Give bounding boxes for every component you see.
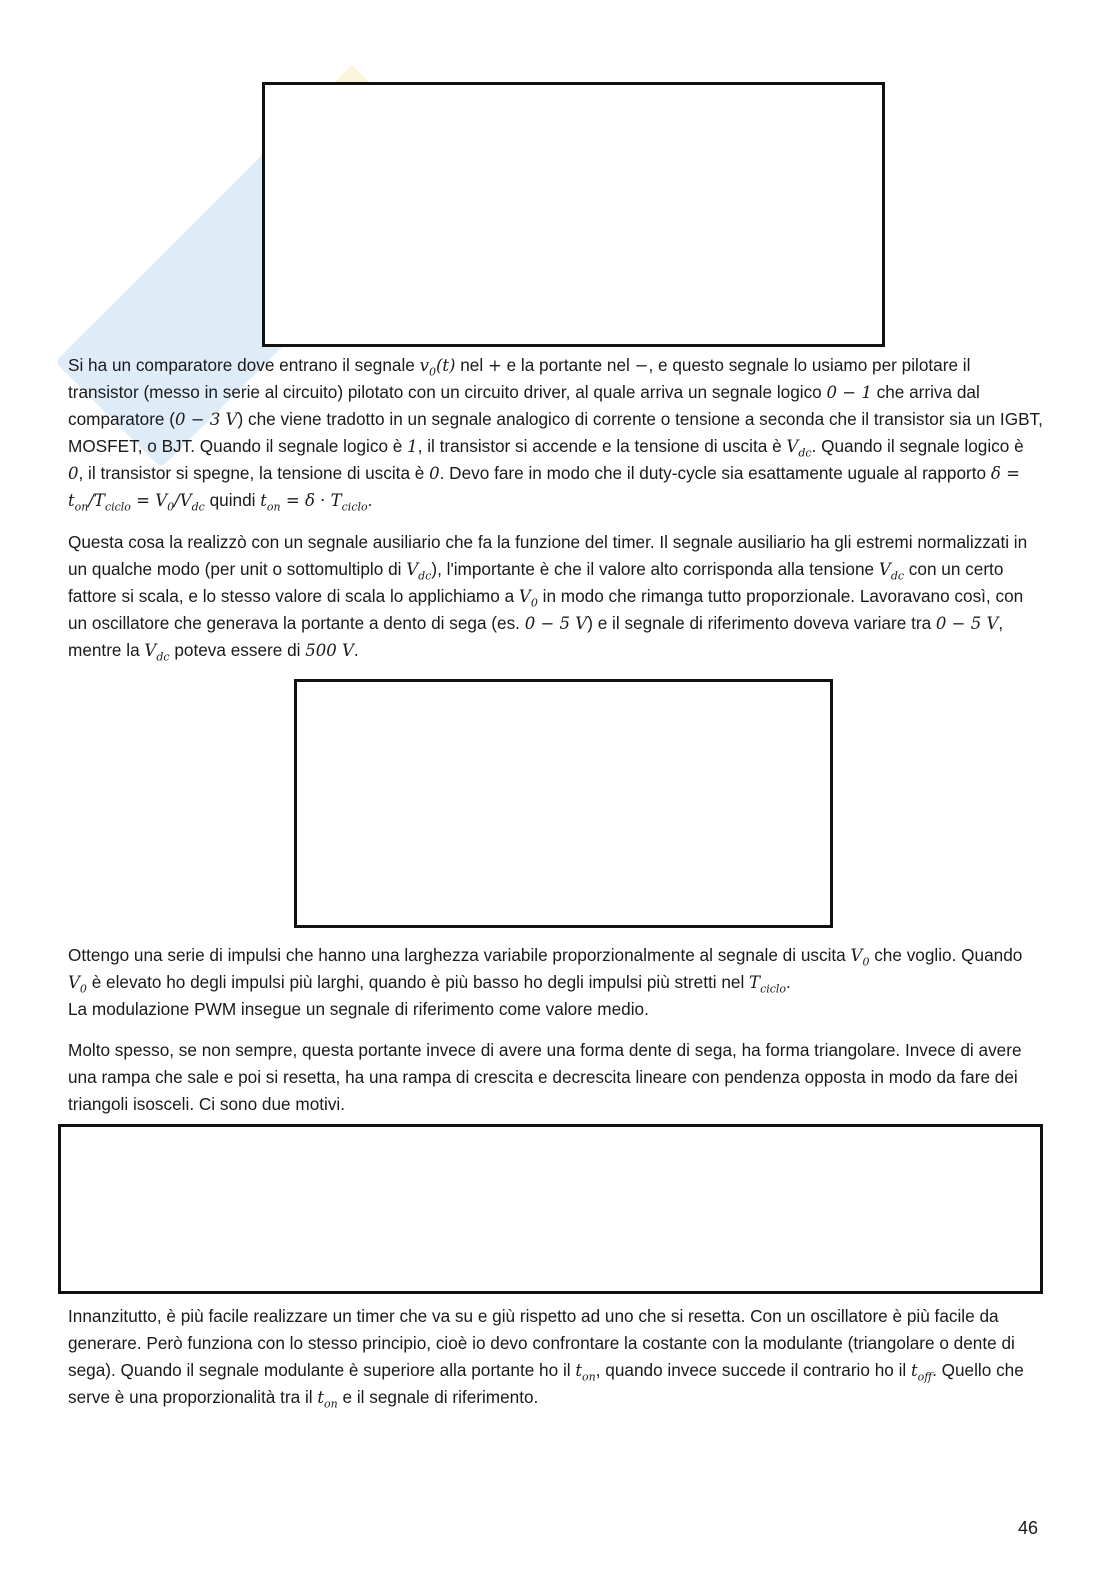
text: Innanzitutto, è più facile realizzare un timer che va su e giù rispetto ad uno che si resetta. Con un oscillatore è più facile da generare. Però funziona con lo stesso principio, cioè io devo confrontare la costante con la modulante (triangolare o dente di sega). Quando il segnale modulante è superiore alla portante ho il — [68, 1306, 1015, 1380]
math-range-0-5v: 0 − 5 V — [935, 614, 999, 633]
math-range-0-1: 0 − 1 — [826, 383, 872, 402]
text: e la portante nel — [501, 355, 635, 375]
math-v0t: $v_0(t)$ — [419, 356, 456, 379]
math-tciclo: $T_{ciclo}$ — [749, 973, 787, 996]
text: è elevato ho degli impulsi più larghi, quando è più basso ho degli impulsi più stretti nel — [86, 972, 750, 992]
math-one: 1 — [407, 437, 418, 456]
text: Si ha un comparatore dove entrano il segnale — [68, 355, 420, 375]
text: che arriva dal comparatore ( — [68, 382, 980, 429]
math-duty-cycle-formula: $\delta = t_{on}/T_{ciclo} = V_0/V_{dc}$ — [68, 464, 1020, 514]
text: con un certo fattore si scala, e lo stesso valore di scala lo applichiamo a — [68, 559, 1004, 606]
paragraph-comparator — [68, 352, 1043, 514]
text: . — [786, 972, 791, 992]
text: . Devo fare in modo che il duty-cycle sia esattamente uguale al rapporto — [439, 463, 991, 483]
text: Ottengo una serie di impulsi che hanno una larghezza variabile proporzionalmente al segnale di uscita — [68, 945, 851, 965]
text: La modulazione PWM insegue un segnale di riferimento come valore medio. — [68, 999, 649, 1019]
text: , quando invece succede il contrario ho il — [595, 1360, 912, 1380]
text: ) che viene tradotto in un segnale analogico di corrente o tensione a seconda che il transistor sia un IGBT, MOSFET, o BJT. Quando il segnale logico è — [68, 409, 1043, 456]
text: . — [353, 640, 359, 660]
paragraph-triangular-carrier: Molto spesso, se non sempre, questa portante invece di avere una forma dente di sega, ha forma triangolare. Invece di avere una rampa che sale e poi si resetta, ha una rampa di crescita e decrescita lineare con pendenza opposta in modo da fare dei triangoli isosceli. Ci sono due motivi. — [68, 1040, 1022, 1114]
text: quindi — [204, 490, 261, 510]
text: ), l'importante è che il valore alto corrisponda alla tensione — [431, 559, 879, 579]
math-vdc: $V_{dc}$ — [144, 641, 170, 664]
figure-comparator-diagram — [262, 82, 885, 347]
text: , il transistor si spegne, la tensione di uscita è — [78, 463, 430, 483]
math-vdc: $V_{dc}$ — [878, 560, 905, 583]
math-v0: $V_0$ — [68, 973, 87, 996]
figure-sawtooth-comparison — [294, 679, 833, 928]
paragraph-auxiliary-signal — [68, 529, 1043, 664]
figure-triangular-carrier — [58, 1124, 1043, 1294]
math-zero: 0 — [68, 464, 79, 483]
math-plus: + — [487, 356, 502, 375]
text: , il transistor si accende e la tensione di uscita è — [417, 436, 787, 456]
text: e il segnale di riferimento. — [337, 1387, 539, 1407]
text: Questa cosa la realizzò con un segnale ausiliario che fa la funzione del timer. Il segnale ausiliario ha gli estremi normalizzati in un qualche modo (per unit o sottomultiplo di — [68, 532, 1028, 579]
math-500v: 500 V — [305, 641, 354, 660]
paragraph-pulse-series — [68, 942, 1043, 1023]
text: in modo che rimanga tutto proporzionale. Lavoravano così, con un oscillatore che generava la portante a dento di sega (es. — [68, 586, 1024, 633]
math-range-0-3v: 0 − 3 V — [175, 410, 238, 429]
text: che voglio. Quando — [869, 945, 1023, 965]
math-v0: $V_0$ — [850, 946, 870, 969]
math-range-0-5v: 0 − 5 V — [524, 614, 588, 633]
math-toff: $t_{off}$ — [911, 1361, 933, 1384]
math-ton-formula: $t_{on} = \delta \cdot T_{ciclo}$ — [260, 491, 368, 514]
math-v0: $V_0$ — [518, 587, 538, 610]
text: nel — [455, 355, 488, 375]
math-minus: − — [634, 356, 649, 375]
math-ton: $t_{on}$ — [575, 1361, 596, 1384]
math-zero: 0 — [429, 464, 440, 483]
math-vdc: $V_{dc}$ — [406, 560, 432, 583]
text: , e questo segnale lo usiamo per pilotare il transistor (messo in serie al circuito) pilotato con un circuito driver, al quale arriva un segnale logico — [68, 355, 971, 402]
text: . — [367, 490, 373, 510]
math-vdc: $V_{dc}$ — [786, 437, 812, 460]
math-ton: $t_{on}$ — [317, 1388, 338, 1411]
text: . Quando il segnale logico è — [811, 436, 1024, 456]
text: ) e il segnale di riferimento doveva variare tra — [587, 613, 936, 633]
page-number: 46 — [1018, 1518, 1039, 1538]
paragraph-reasons — [68, 1303, 1043, 1411]
text: poteva essere di — [169, 640, 306, 660]
text: , mentre la — [68, 613, 1004, 660]
text: . Quello che serve è una proporzionalità tra il — [68, 1360, 1024, 1407]
